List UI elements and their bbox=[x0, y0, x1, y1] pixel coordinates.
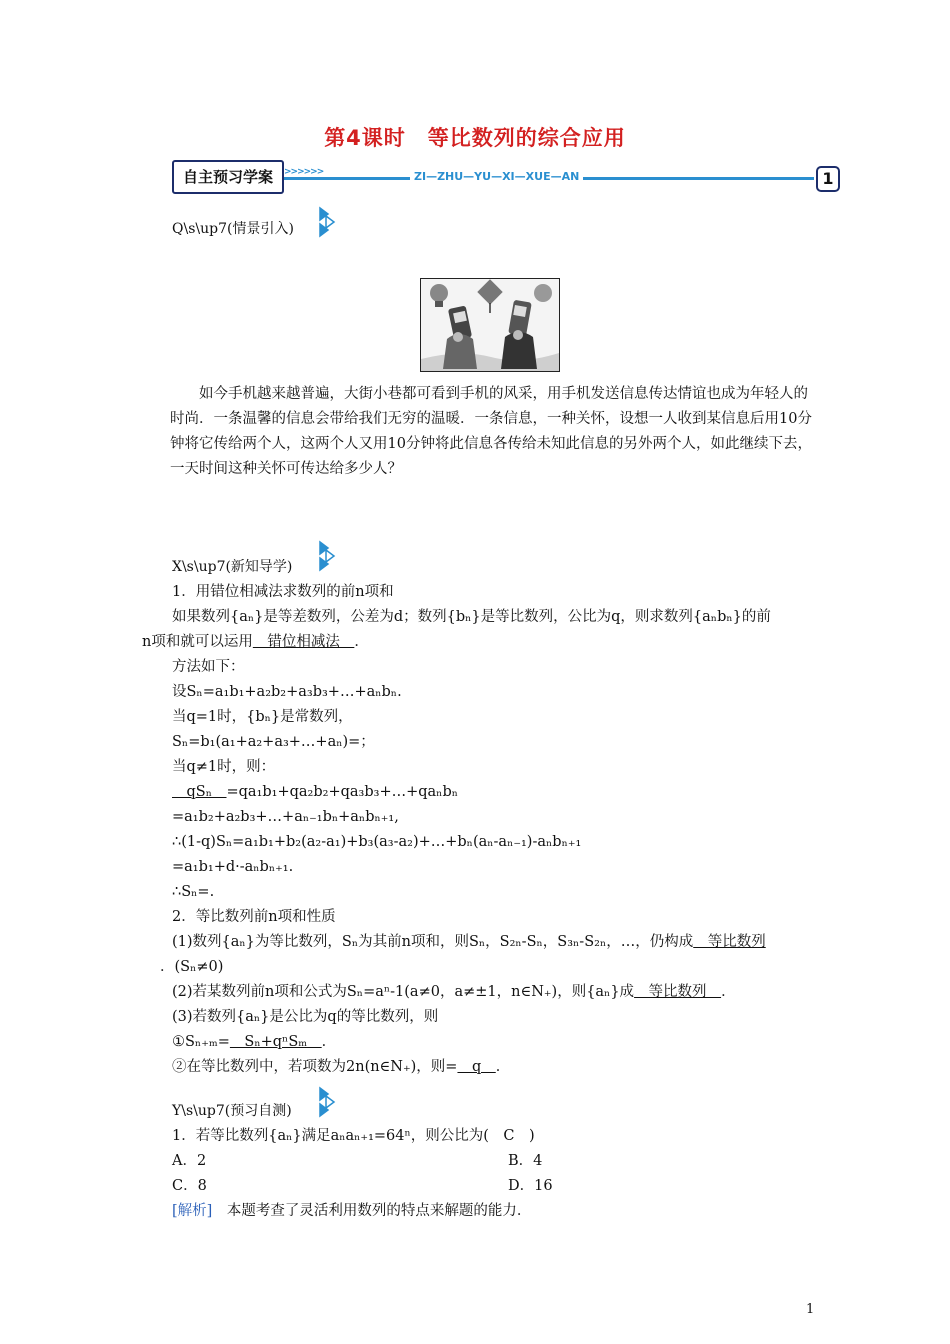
text: (1)数列{aₙ}为等比数列，Sₙ为其前n项和，则Sₙ，S₂ₙ-Sₙ，S₃ₙ-S₂ₙ，…，仍构成 bbox=[172, 934, 694, 950]
property-1-cont: ．(Sₙ≠0) bbox=[160, 959, 224, 975]
answer-blank: 错位相减法 bbox=[252, 634, 355, 650]
question-1: 1．若等比数列{aₙ}满足aₙaₙ₊₁=64ⁿ，则公比为( C ) bbox=[172, 1128, 535, 1144]
text: ． bbox=[321, 1034, 337, 1050]
section-heading-new-knowledge: X\s\up7(新知导学) bbox=[172, 559, 293, 575]
banner-arrows: >>>>>> bbox=[284, 167, 324, 177]
chevron-arrows-icon bbox=[318, 206, 340, 240]
analysis-tag: [解析] bbox=[172, 1203, 213, 1219]
text: ． bbox=[721, 984, 736, 1000]
text: =qa₁b₁+qa₂b₂+qa₃b₃+…+qaₙbₙ bbox=[226, 784, 459, 800]
intro-paragraph: 如今手机越来越普遍，大街小巷都可看到手机的风采，用手机发送信息传达情谊也成为年轻人的时尚．一条温馨的信息会带给我们无穷的温暖．一条信息，一种关怀，设想一人收到某信息后用10分钟将它传给两个人，这两个人又用10分钟将此信息各传给未知此信息的另外两个人，如此继续下去，一天时间这种关怀可传达给多少人？ bbox=[170, 386, 812, 477]
page-number: 1 bbox=[806, 1302, 815, 1317]
knowledge-heading-1: 1．用错位相减法求数列的前n项和 bbox=[172, 584, 394, 600]
answer-blank: qSₙ bbox=[172, 784, 227, 800]
section-heading-intro: Q\s\up7(情景引入) bbox=[172, 221, 294, 237]
text: ②在等比数列中，若项数为2n(n∈N₊)，则= bbox=[172, 1059, 458, 1075]
text: ． bbox=[495, 1059, 511, 1075]
property-1 bbox=[172, 930, 766, 954]
equation bbox=[172, 780, 458, 804]
lesson-title: 第4课时 等比数列的综合应用 bbox=[324, 126, 626, 150]
answer-blank: q bbox=[457, 1059, 496, 1075]
property-2 bbox=[172, 980, 736, 1004]
banner-pinyin: ZI—ZHU—YU—XI—XUE—AN bbox=[410, 170, 583, 183]
equation: ∴Sₙ=. bbox=[172, 884, 215, 900]
property-3: (3)若数列{aₙ}是公比为q的等比数列，则 bbox=[172, 1009, 439, 1025]
text: ． bbox=[354, 634, 369, 650]
answer-blank: 等比数列 bbox=[693, 934, 766, 950]
knowledge-heading-2: 2．等比数列前n项和性质 bbox=[172, 909, 336, 925]
option-d: D．16 bbox=[508, 1178, 553, 1194]
chevron-arrows-icon bbox=[318, 1086, 340, 1120]
property-3a bbox=[172, 1030, 336, 1054]
banner-number: 1 bbox=[816, 166, 840, 192]
analysis-text: 本题考查了灵活利用数列的特点来解题的能力． bbox=[212, 1203, 532, 1219]
text: ①Sₙ₊ₘ= bbox=[172, 1034, 230, 1050]
equation: 设Sₙ=a₁b₁+a₂b₂+a₃b₃+…+aₙbₙ. bbox=[172, 684, 402, 700]
option-c: C．8 bbox=[172, 1178, 207, 1194]
equation: Sₙ=b₁(a₁+a₂+a₃+…+aₙ)=； bbox=[172, 734, 375, 750]
text: (2)若某数列前n项和公式为Sₙ=aⁿ-1(a≠0，a≠±1，n∈N₊)，则{aₙ}成 bbox=[172, 984, 635, 1000]
property-3b bbox=[172, 1055, 510, 1079]
knowledge-text-1a: 如果数列{aₙ}是等差数列，公差为d；数列{bₙ}是等比数列，公比为q，则求数列{aₙbₙ}的前 bbox=[172, 609, 771, 625]
answer-blank: Sₙ+qⁿSₘ bbox=[229, 1034, 322, 1050]
text: n项和就可以运用 bbox=[142, 634, 253, 650]
cartoon-illustration bbox=[420, 278, 560, 372]
equation: =a₁b₂+a₂b₃+…+aₙ₋₁bₙ+aₙbₙ₊₁, bbox=[172, 809, 399, 825]
option-a: A．2 bbox=[172, 1153, 207, 1169]
knowledge-text-1b bbox=[142, 630, 369, 654]
equation: 当q≠1时，则： bbox=[172, 759, 276, 775]
method-label: 方法如下： bbox=[172, 659, 245, 675]
equation: 当q=1时，{bₙ}是常数列， bbox=[172, 709, 353, 725]
section-banner bbox=[172, 160, 842, 192]
equation: =a₁b₁+d·-aₙbₙ₊₁. bbox=[172, 859, 294, 875]
option-b: B．4 bbox=[508, 1153, 543, 1169]
answer-blank: 等比数列 bbox=[634, 984, 722, 1000]
analysis bbox=[172, 1199, 531, 1223]
section-heading-self-test: Y\s\up7(预习自测) bbox=[172, 1103, 292, 1119]
equation: ∴(1-q)Sₙ=a₁b₁+b₂(a₂-a₁)+b₃(a₃-a₂)+…+bₙ(aₙ-aₙ₋₁)-aₙbₙ₊₁ bbox=[172, 834, 582, 850]
banner-label: 自主预习学案 bbox=[172, 160, 284, 194]
chevron-arrows-icon bbox=[318, 540, 340, 574]
